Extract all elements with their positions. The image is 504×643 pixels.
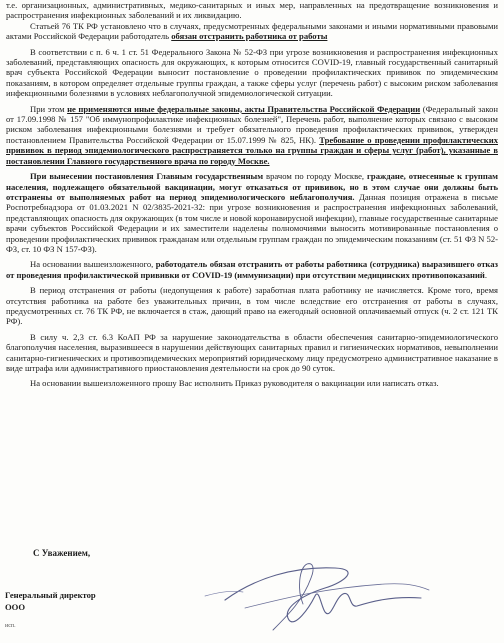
paragraph-measures: т.е. организационных, административных, медико-санитарных и иных мер, направленных на предотвращение возникновения и распространения инфекционных заболеваний и их ликвидацию. [6,0,498,21]
paragraph-request: На основании вышеизложенного прошу Вас исполнить Приказ руководителя о вакцинации или написать отказ. [30,378,439,389]
emphasis-no-other-laws: не применяются иные федеральные законы, акты Правительства Российской Федерации [67,103,421,114]
emphasis-employer-must-remove: работодатель обязан отстранить от работы работника (сотрудника) выразившего отказ от проведения профилактической прививки от COVID-19 (иммунизации) при отсутствии медицинских противопоказаний [6,259,499,280]
paragraph-koap: В силу ч. 2,3 ст. 6.3 КоАП РФ за нарушение законодательства в области обеспечения санитарно-эпидемиологического благополучия населения, выразившееся в нарушении действующих санитарных правил и гигиенических нормативов, невыполнении санитарно-гигиенических и противоэпидемических мероприятий юридическому лицу предусмотрено административное наказание в виде штрафа или административного приостановления деятельности на срок до 90 суток. [6,331,498,373]
footer-note: исп. [5,623,16,629]
paragraph-article-76: Статьей 76 ТК РФ установлено что в случаях, предусмотренных федеральными законами и иными нормативными правовыми актами Российской Федерации работодатель обязан отстранить работника от работы [6,20,498,42]
paragraph-other-laws: При этом не применяются иные федеральные законы, акты Правительства Российской Федерации (Федеральный закон от 17.09.1998 № 157 "Об иммунопрофилактике инфекционных болезней", Перечень работ, выполнение которых связано с высоким риском заболевания инфекционными болезнями и требует обязательного проведения профилактических прививок, утвержден постановлением Правительства Российской Федерации от 15.07.1999 № 825, НК). Требование о проведении профилактических прививок в период эпидемиологического распространяется только на группы граждан и сферы услуг (работ), указанные в постановлении Главного государственного врача по городу Москве. [6,103,499,166]
closing-salutation: С Уважением, [33,548,91,558]
handwritten-signature [185,538,445,643]
paragraph-law-52fz: В соответствии с п. 6 ч. 1 ст. 51 Федерального Закона № 52-ФЗ при угрозе возникновения и распространения инфекционных заболеваний, представляющих опасность для окружающих, к которым относится COVID-19, главный государственный санитарный врач субъекта Российской Федерации выносит постановление о проведении профилактических прививок по эпидемическим показаниям, в котором определяет отдельные группы граждан, а также сферы услуг (перечень работ) с высоким риском заболевания инфекционными болезнями в условиях неблагополучной эпидемиологической ситуации. [6,46,498,99]
letter-body [6,0,498,389]
paragraph-resolution: При вынесении постановления Главным государственным врачом по городу Москве, граждане, отнесенные к группам населения, подлежащего обязательной вакцинации, могут отказаться от прививок, но в этом случае они должны быть отстранены от выполняемых работ на период эпидемиологического неблагополучия. Данная позиция отражена в письме Роспотребнадзора от 01.03.2021 N 02/3835-2021-32: при угрозе возникновения и распространения инфекционных заболеваний, представляющих опасность для окружающих (в том числе и новой коронавирусной инфекции), главные государственные санитарные врачи субъектов Российской Федерации и их заместители наделены полномочиями выносить мотивированные постановления о проведении профилактических прививок гражданам или отдельным группам граждан по эпидемическим показаниям (ст. 51 ФЗ N 52-ФЗ, ст. 10 ФЗ N 157-ФЗ). [6,171,498,254]
signer-organization: ООО [5,602,26,612]
paragraph-salary: В период отстранения от работы (недопущения к работе) заработная плата работнику не начисляется. Кроме того, время отсутствия работника на работе без уважительных причин, в том числе вследствие его отстранения от работы в случаях, предусмотренных ст. 76 ТК РФ, не включается в стаж, дающий право на ежегодный основной оплачиваемый отпуск (ч. 2 ст. 121 ТК РФ). [6,285,498,327]
signer-title: Генеральный директор [5,590,96,600]
emphasis-refusal-right: граждане, отнесенные к группам населения, подлежащего обязательной вакцинации, могут отказаться от прививок, но в этом случае они должны быть отстранены от выполняемых работ на период эпидемиологического неблагополучия. [6,171,498,202]
paragraph-employer-obligation: На основании вышеизложенного, работодатель обязан отстранить от работы работника (сотрудника) выразившего отказ от проведения профилактической прививки от COVID-19 (иммунизации) при отсутствии медицинских противопоказаний. [6,259,499,280]
signer-block [5,589,96,613]
emphasis-vaccination-requirement: Требование о проведении профилактических прививок в период эпидемиологического распространяется только на группы граждан и сферы услуг (работ), указанные в постановлении Главного государственного врача по городу Москве. [6,134,498,166]
emphasis-remove-from-work: обязан отстранить работника от работы [171,31,328,42]
